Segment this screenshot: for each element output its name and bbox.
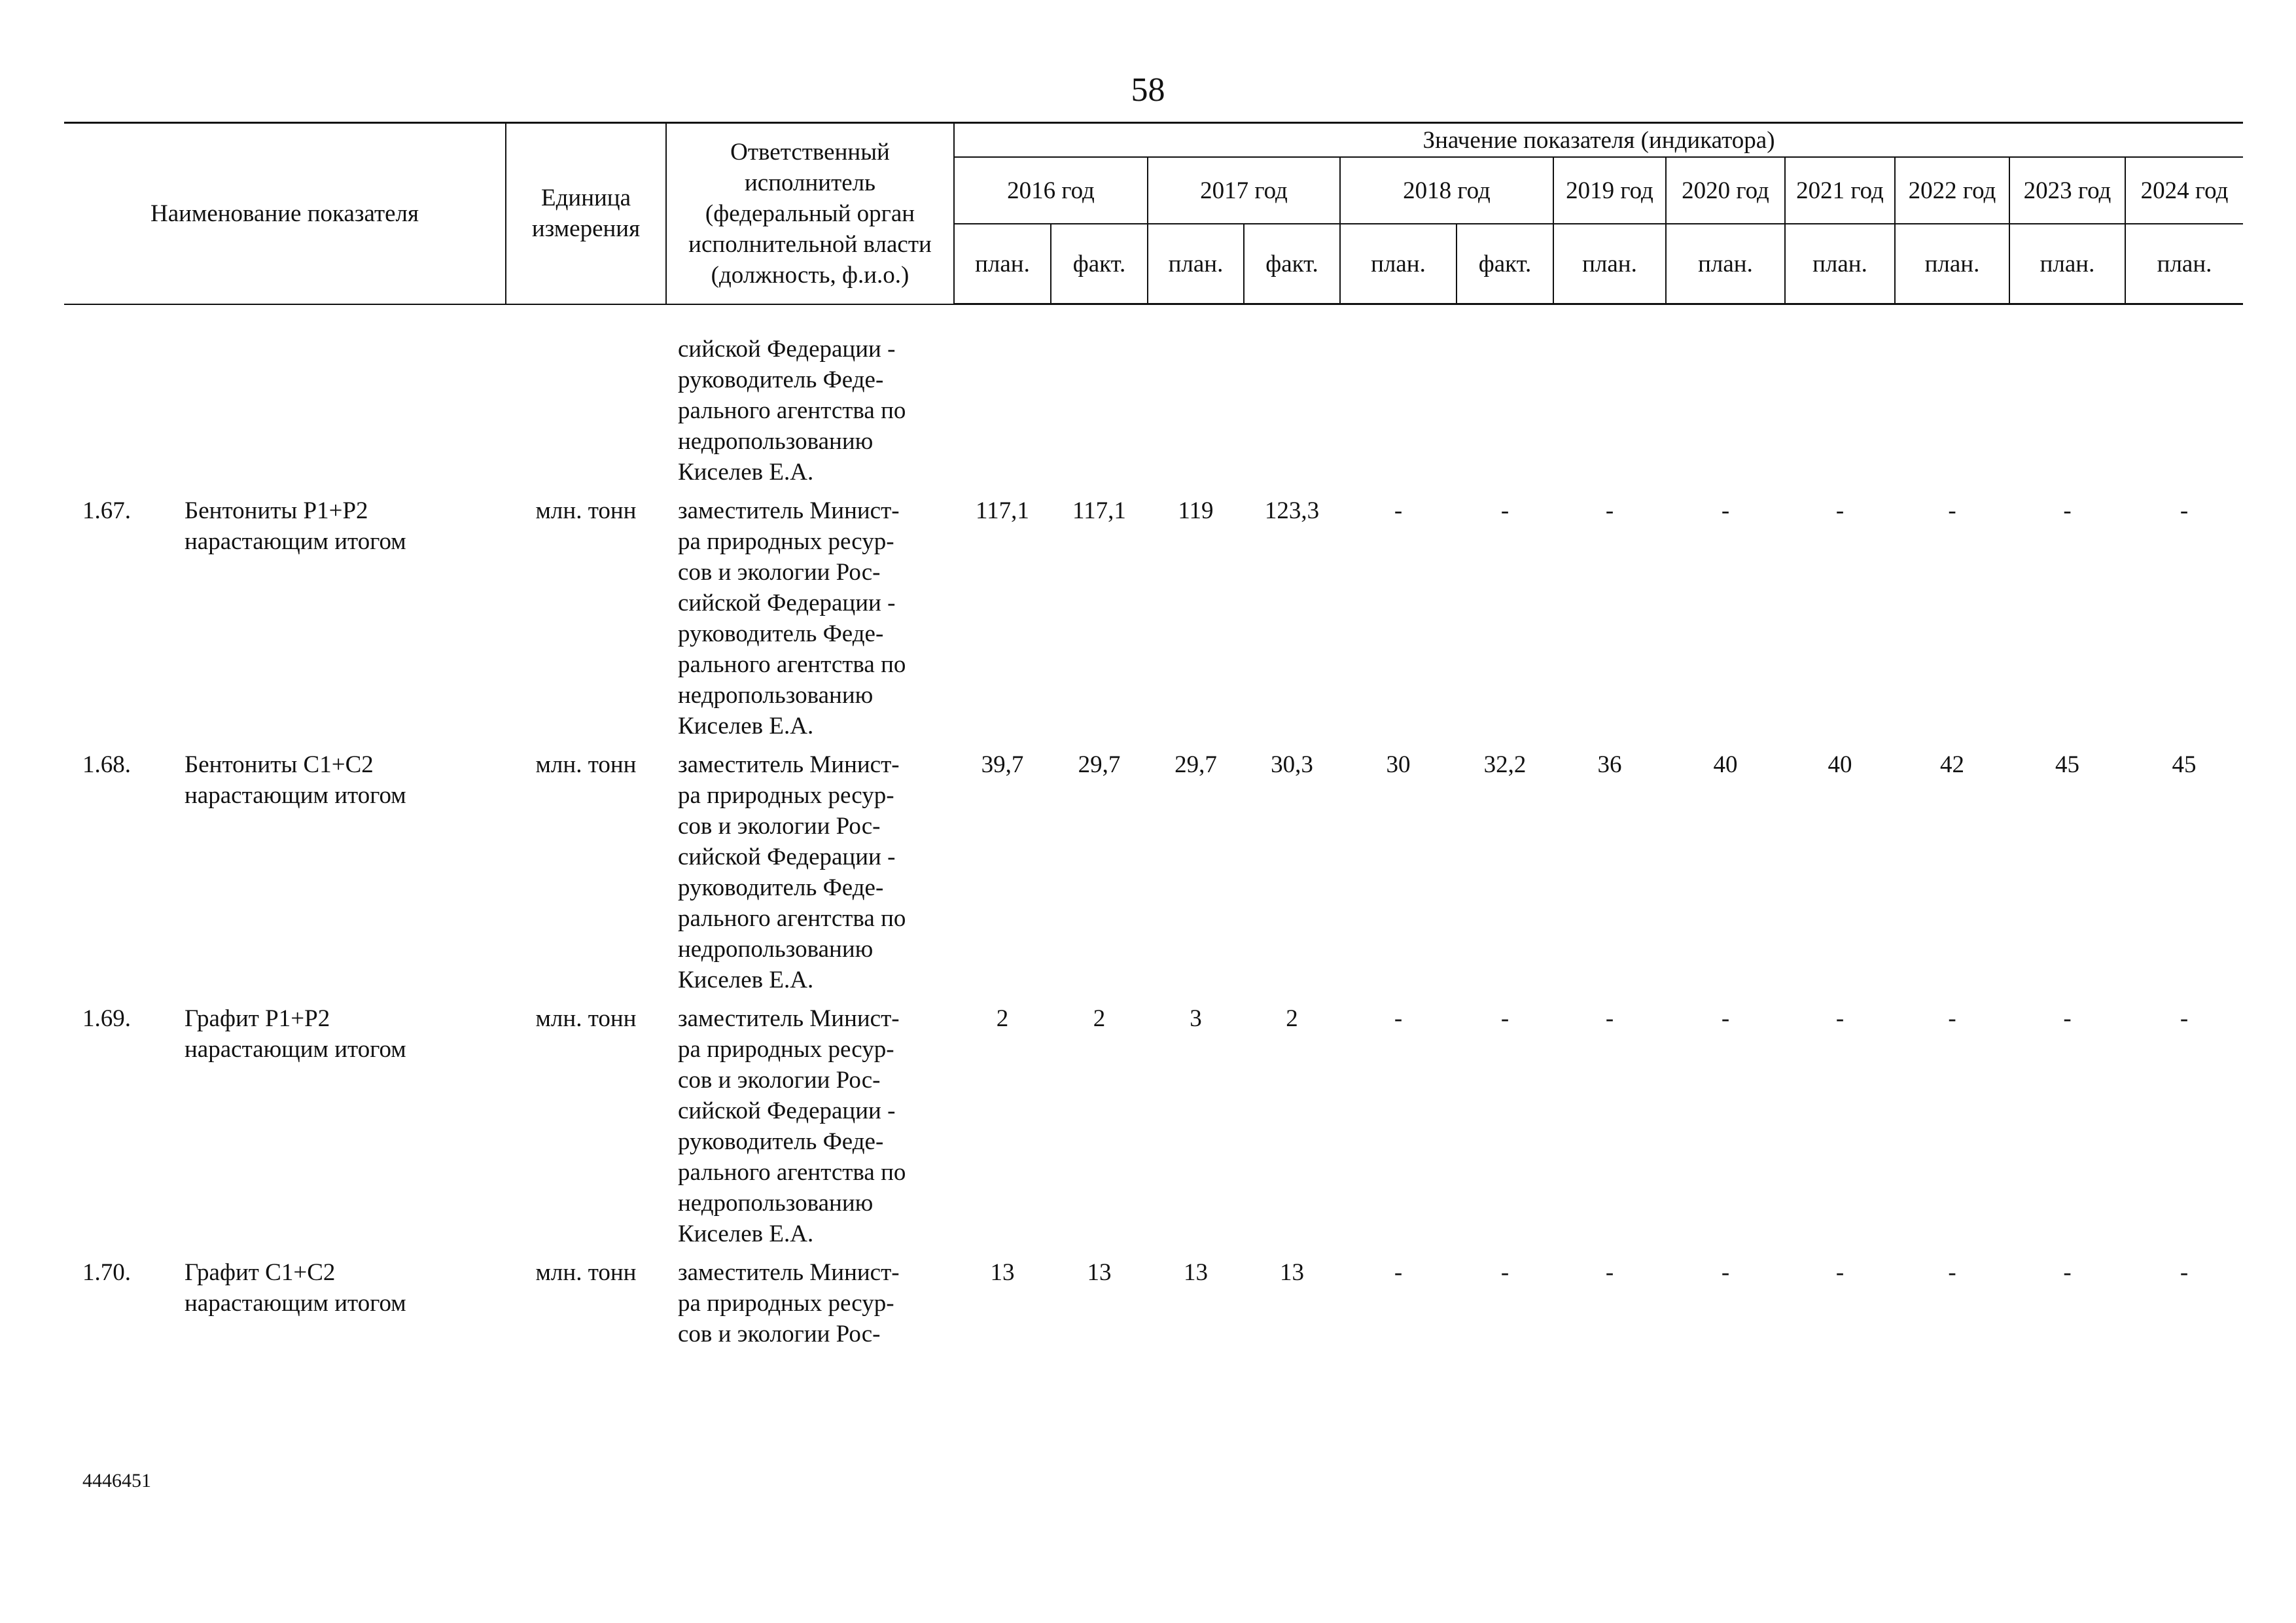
value-cell: - [1721,1259,1730,1286]
row-code: 1.69. [82,1005,131,1032]
executor-line: рального агентства по [678,1159,906,1186]
indicator-name [175,1003,506,1257]
table-row [64,495,2243,749]
value-cell: - [1721,1005,1730,1032]
header-plan: план. [1666,224,1785,304]
header-plan: план. [1148,224,1244,304]
indicator-name-line: Графит С1+С2 [185,1259,336,1286]
value-cell: - [1605,1259,1614,1286]
executor-line: сийской Федерации - [678,844,896,870]
value-cell: 13 [1280,1259,1304,1286]
value-cell: 40 [1713,751,1738,778]
value-cell: 29,7 [1174,751,1217,778]
executor-line: руководитель Феде- [678,1128,884,1155]
value-cell: 119 [1178,497,1214,524]
executor-line: недропользованию [678,1190,874,1217]
header-year-2019: 2019 год [1553,157,1666,224]
value-cell: 29,7 [1078,751,1121,778]
value-cell: - [1835,497,1845,524]
value-cell: 32,2 [1483,751,1527,778]
header-year-2017: 2017 год [1148,157,1340,224]
executor-line: недропользованию [678,682,874,709]
unit-cell: млн. тонн [535,1259,637,1286]
value-cell: - [1835,1259,1845,1286]
table-body [64,304,2243,1358]
value-cell: - [2180,497,2189,524]
indicator-name-line: Бентониты Р1+Р2 [185,497,368,524]
value-cell: 117,1 [976,497,1029,524]
value-cell: 39,7 [981,751,1024,778]
executor-line: ра природных ресур- [678,528,894,555]
value-cell: 117,1 [1072,497,1126,524]
indicator-name [175,749,506,1003]
value-cell: 2 [1286,1005,1298,1032]
value-cell: - [2063,1005,2072,1032]
value-cell: 30 [1386,751,1411,778]
value-cell: 2 [996,1005,1009,1032]
executor-line: ра природных ресур- [678,782,894,809]
value-cell: - [2180,1005,2189,1032]
indicator-name [175,495,506,749]
indicator-name-line: нарастающим итогом [185,1290,406,1317]
row-code: 1.70. [82,1259,131,1286]
value-cell: - [1500,497,1510,524]
table-row [64,749,2243,1003]
continuation-executor [666,334,954,495]
unit-cell: млн. тонн [535,751,637,778]
executor-line: ра природных ресур- [678,1036,894,1063]
value-cell: - [1394,1005,1403,1032]
executor-line: заместитель Минист- [678,751,900,778]
header-year-2024: 2024 год [2125,157,2243,224]
value-cell: - [1948,1259,1956,1286]
value-cell: - [1394,497,1403,524]
value-cell: - [2180,1259,2189,1286]
footer-doc-code: 4446451 [82,1470,151,1491]
value-cell: 3 [1190,1005,1202,1032]
value-cell: - [1721,497,1730,524]
indicator-name-line: нарастающим итогом [185,528,406,555]
executor-line: Киселев Е.А. [678,967,814,993]
header-value-group: Значение показателя (индикатора) [954,123,2243,158]
executor-line: руководитель Феде- [678,620,884,647]
header-fact: факт. [1244,224,1340,304]
executor-cell [666,1257,954,1357]
executor-line: ра природных ресур- [678,1290,894,1317]
executor-line: недропользованию [678,936,874,963]
header-row-1 [64,123,2243,158]
value-cell: 42 [1940,751,1964,778]
executor-line: заместитель Минист- [678,1259,900,1286]
executor-line: сов и экологии Рос- [678,1067,881,1094]
header-plan: план. [2009,224,2125,304]
header-year-2021: 2021 год [1785,157,1895,224]
executor-line: недропользованию [678,428,874,455]
value-cell: - [2063,497,2072,524]
value-cell: - [1500,1005,1510,1032]
value-cell: 40 [1828,751,1852,778]
table-row [64,1003,2243,1257]
header-plan: план. [2125,224,2243,304]
executor-line: сов и экологии Рос- [678,1321,881,1347]
header-plan: план. [1895,224,2009,304]
value-cell: - [1835,1005,1845,1032]
header-plan: план. [954,224,1051,304]
executor-cell [666,1003,954,1257]
unit-cell: млн. тонн [535,497,637,524]
value-cell: - [1605,1005,1614,1032]
unit-cell: млн. тонн [535,1005,637,1032]
value-cell: 2 [1093,1005,1106,1032]
value-cell: - [1948,497,1956,524]
value-cell: - [1394,1259,1403,1286]
value-cell: - [2063,1259,2072,1286]
executor-line: Киселев Е.А. [678,713,814,740]
header-year-2022: 2022 год [1895,157,2009,224]
indicator-name-line: Бентониты С1+С2 [185,751,374,778]
value-cell: 123,3 [1264,497,1320,524]
executor-line: рального агентства по [678,905,906,932]
header-year-2018: 2018 год [1340,157,1553,224]
executor-line: Киселев Е.А. [678,459,814,486]
executor-line: сов и экологии Рос- [678,813,881,840]
header-fact: факт. [1457,224,1553,304]
indicator-table [64,122,2243,1357]
value-cell: 13 [1087,1259,1112,1286]
indicator-name-line: нарастающим итогом [185,782,406,809]
executor-line: руководитель Феде- [678,366,884,393]
header-executor: Ответственный исполнитель (федеральный орган исполнительной власти (должность, ф.и.о.) [666,123,954,304]
value-cell: 36 [1597,751,1622,778]
header-year-2016: 2016 год [954,157,1148,224]
value-cell: 45 [2055,751,2079,778]
indicator-name-line: Графит Р1+Р2 [185,1005,330,1032]
continuation-row [64,334,2243,495]
executor-line: руководитель Феде- [678,874,884,901]
executor-line: Киселев Е.А. [678,1221,814,1247]
executor-line: сов и экологии Рос- [678,559,881,586]
row-code: 1.67. [82,497,131,524]
table-row [64,1257,2243,1357]
executor-line: заместитель Минист- [678,1005,900,1032]
executor-cell [666,749,954,1003]
header-plan: план. [1785,224,1895,304]
executor-line: рального агентства по [678,397,906,424]
executor-line: сийской Федерации - [678,336,896,363]
value-cell: - [1605,497,1614,524]
header-unit: Единица измерения [506,123,666,304]
indicator-name [175,1257,506,1357]
executor-line: рального агентства по [678,651,906,678]
header-fact: факт. [1051,224,1148,304]
executor-line: сийской Федерации - [678,590,896,616]
executor-line: сийской Федерации - [678,1097,896,1124]
value-cell: 13 [990,1259,1015,1286]
header-name: Наименование показателя [64,123,506,304]
value-cell: 13 [1184,1259,1208,1286]
header-year-2020: 2020 год [1666,157,1785,224]
value-cell: 30,3 [1271,751,1313,778]
header-year-2023: 2023 год [2009,157,2125,224]
page-number: 58 [1131,71,1165,109]
executor-cell [666,495,954,749]
value-cell: - [1500,1259,1510,1286]
header-plan: план. [1340,224,1457,304]
header-plan: план. [1553,224,1666,304]
spacer-row [64,304,2243,334]
indicator-name-line: нарастающим итогом [185,1036,406,1063]
value-cell: 45 [2172,751,2197,778]
executor-line: заместитель Минист- [678,497,900,524]
value-cell: - [1948,1005,1956,1032]
row-code: 1.68. [82,751,131,778]
